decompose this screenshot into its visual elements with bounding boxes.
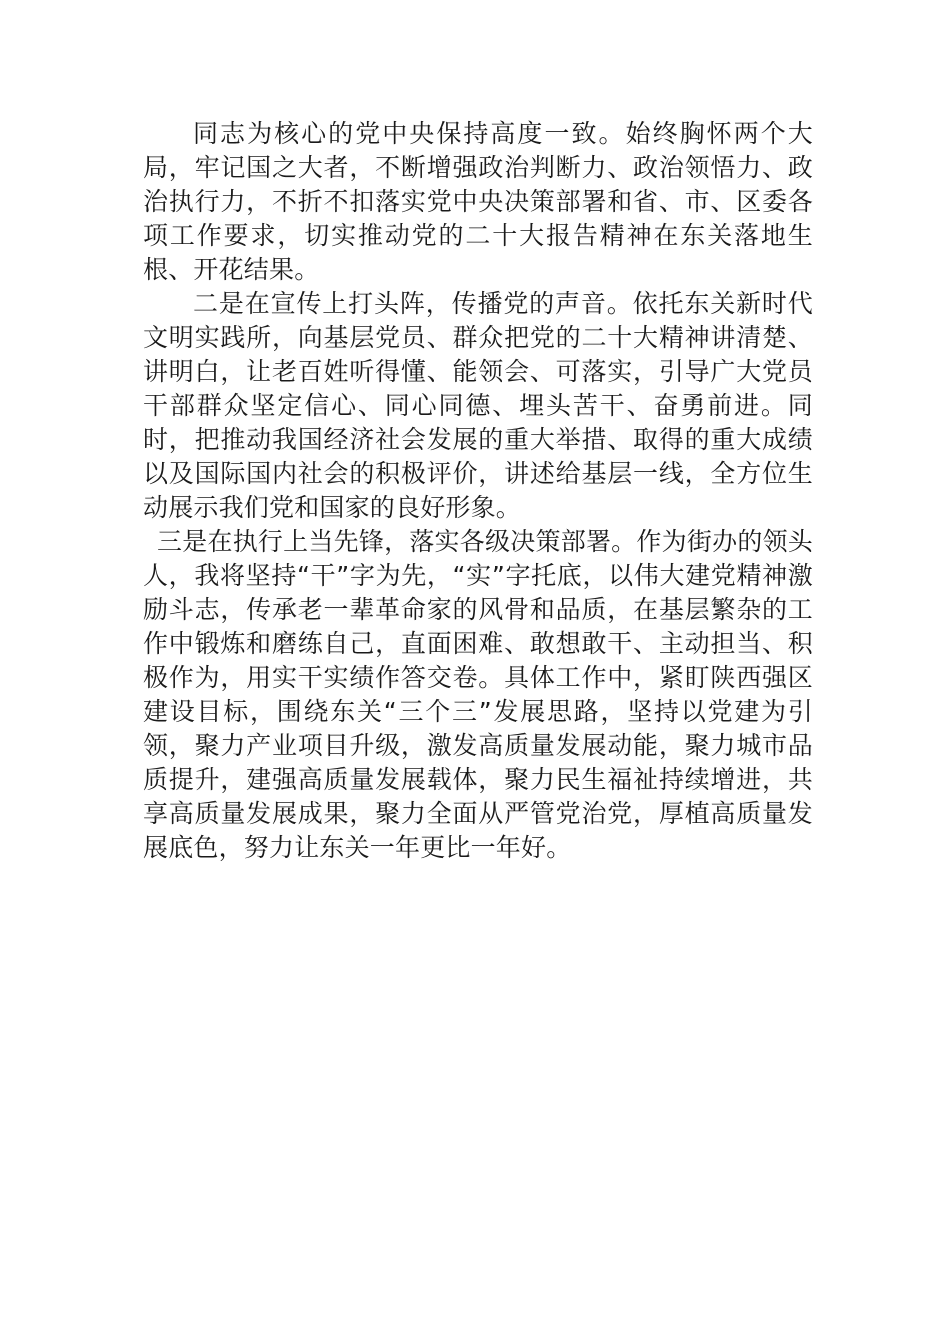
paragraph-point-three: 三是在执行上当先锋，落实各级决策部署。作为街办的领头人，我将坚持“干”字为先，“实”字托底，以伟大建党精神激励斗志，传承老一辈革命家的风骨和品质，在基层繁杂的工作中锻炼和磨练自己，直面困难、敢想敢干、主动担当、积极作为，用实干实绩作答交卷。具体工作中，紧盯陕西强区建设目标，围绕东关“三个三”发展思路，坚持以党建为引领，聚力产业项目升级，激发高质量发展动能，聚力城市品质提升，建强高质量发展载体，聚力民生福祉持续增进，共享高质量发展成果，聚力全面从严管党治党，厚植高质量发展底色，努力让东关一年更比一年好。 (143, 527, 813, 862)
paragraph-continuation: 同志为核心的党中央保持高度一致。始终胸怀两个大局，牢记国之大者，不断增强政治判断力、政治领悟力、政治执行力，不折不扣落实党中央决策部署和省、市、区委各项工作要求，切实推动党的二十大报告精神在东关落地生根、开花结果。 (143, 119, 813, 284)
paragraph-point-two: 二是在宣传上打头阵，传播党的声音。依托东关新时代文明实践所，向基层党员、群众把党的二十大精神讲清楚、讲明白，让老百姓听得懂、能领会、可落实，引导广大党员干部群众坚定信心、同心同德、埋头苦干、奋勇前进。同时，把推动我国经济社会发展的重大举措、取得的重大成绩以及国际国内社会的积极评价，讲述给基层一线，全方位生动展示我们党和国家的良好形象。 (143, 289, 813, 522)
document-body (143, 117, 813, 865)
